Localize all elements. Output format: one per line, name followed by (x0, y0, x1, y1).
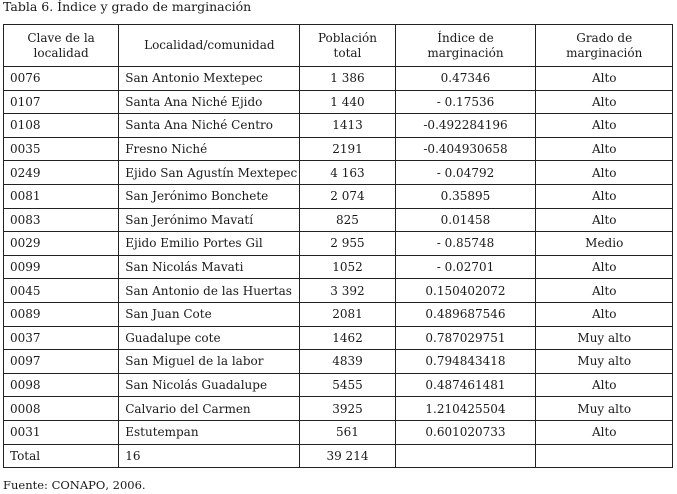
table-row (4, 67, 673, 91)
cell-grado: Medio (536, 232, 673, 256)
cell-localidad: Santa Ana Niché Centro (119, 114, 300, 138)
cell-localidad: San Nicolás Mavati (119, 255, 300, 279)
cell-poblacion: 2 955 (300, 232, 395, 256)
cell-grado: Alto (536, 161, 673, 185)
table-row (4, 373, 673, 397)
cell-grado: Alto (536, 67, 673, 91)
cell-localidad: Fresno Niché (119, 137, 300, 161)
cell-clave: 0249 (4, 161, 119, 185)
marginacion-table (3, 24, 673, 468)
cell-clave: 0031 (4, 420, 119, 444)
cell-grado: Alto (536, 184, 673, 208)
table-row (4, 326, 673, 350)
cell-indice: 1.210425504 (395, 397, 536, 421)
cell-indice: - 0.02701 (395, 255, 536, 279)
cell-clave: 0107 (4, 90, 119, 114)
cell-indice: 0.601020733 (395, 420, 536, 444)
cell-grado: Alto (536, 279, 673, 303)
table-row (4, 397, 673, 421)
table-row (4, 302, 673, 326)
cell-clave: 0097 (4, 350, 119, 374)
cell-indice: 0.787029751 (395, 326, 536, 350)
source-suffix: , 2006. (105, 478, 146, 492)
cell-localidad: San Jerónimo Bonchete (119, 184, 300, 208)
table-header-row (4, 25, 673, 67)
table-row (4, 232, 673, 256)
cell-localidad: San Antonio de las Huertas (119, 279, 300, 303)
cell-indice: - 0.17536 (395, 90, 536, 114)
header-indice: Índice de marginación (395, 25, 536, 67)
cell-poblacion: 1413 (300, 114, 395, 138)
cell-grado: Alto (536, 373, 673, 397)
cell-clave: 0029 (4, 232, 119, 256)
cell-grado: Alto (536, 208, 673, 232)
cell-clave: 0076 (4, 67, 119, 91)
cell-clave: 0045 (4, 279, 119, 303)
cell-grado: Alto (536, 420, 673, 444)
table-row (4, 90, 673, 114)
source-prefix: Fuente: (3, 478, 52, 492)
table-row (4, 255, 673, 279)
cell-grado: Muy alto (536, 326, 673, 350)
source-note (3, 478, 146, 492)
table-row (4, 208, 673, 232)
total-grado (536, 444, 673, 468)
cell-clave: 0108 (4, 114, 119, 138)
cell-indice: 0.35895 (395, 184, 536, 208)
cell-localidad: Ejido Emilio Portes Gil (119, 232, 300, 256)
header-grado: Grado de marginación (536, 25, 673, 67)
cell-indice: - 0.04792 (395, 161, 536, 185)
cell-grado: Alto (536, 137, 673, 161)
table-row (4, 161, 673, 185)
header-clave: Clave de la localidad (4, 25, 119, 67)
total-indice (395, 444, 536, 468)
cell-poblacion: 1 440 (300, 90, 395, 114)
cell-poblacion: 4 163 (300, 161, 395, 185)
cell-clave: 0098 (4, 373, 119, 397)
cell-localidad: Santa Ana Niché Ejido (119, 90, 300, 114)
cell-localidad: Estutempan (119, 420, 300, 444)
cell-grado: Alto (536, 114, 673, 138)
cell-poblacion: 3925 (300, 397, 395, 421)
cell-indice: 0.794843418 (395, 350, 536, 374)
total-label: Total (4, 444, 119, 468)
cell-poblacion: 5455 (300, 373, 395, 397)
header-poblacion: Población total (300, 25, 395, 67)
table-body (4, 67, 673, 445)
table-row (4, 350, 673, 374)
cell-grado: Alto (536, 302, 673, 326)
cell-indice: 0.487461481 (395, 373, 536, 397)
cell-poblacion: 825 (300, 208, 395, 232)
cell-localidad: San Antonio Mextepec (119, 67, 300, 91)
source-org: CONAPO (51, 478, 106, 492)
table-row (4, 279, 673, 303)
cell-localidad: San Jerónimo Mavatí (119, 208, 300, 232)
cell-localidad: San Miguel de la labor (119, 350, 300, 374)
cell-clave: 0083 (4, 208, 119, 232)
cell-localidad: Guadalupe cote (119, 326, 300, 350)
cell-grado: Muy alto (536, 397, 673, 421)
cell-poblacion: 1 386 (300, 67, 395, 91)
table-caption: Tabla 6. Índice y grado de marginación (3, 0, 252, 14)
cell-clave: 0099 (4, 255, 119, 279)
cell-clave: 0008 (4, 397, 119, 421)
cell-poblacion: 2191 (300, 137, 395, 161)
cell-indice: 0.150402072 (395, 279, 536, 303)
cell-clave: 0089 (4, 302, 119, 326)
table-row (4, 420, 673, 444)
table-row (4, 184, 673, 208)
cell-grado: Alto (536, 90, 673, 114)
cell-indice: -0.492284196 (395, 114, 536, 138)
cell-indice: 0.47346 (395, 67, 536, 91)
cell-clave: 0081 (4, 184, 119, 208)
cell-indice: 0.489687546 (395, 302, 536, 326)
cell-grado: Muy alto (536, 350, 673, 374)
total-poblacion: 39 214 (300, 444, 395, 468)
table-row (4, 114, 673, 138)
cell-grado: Alto (536, 255, 673, 279)
cell-poblacion: 2081 (300, 302, 395, 326)
cell-indice: -0.404930658 (395, 137, 536, 161)
cell-localidad: Calvario del Carmen (119, 397, 300, 421)
cell-poblacion: 2 074 (300, 184, 395, 208)
cell-clave: 0037 (4, 326, 119, 350)
cell-localidad: San Juan Cote (119, 302, 300, 326)
cell-indice: 0.01458 (395, 208, 536, 232)
cell-poblacion: 1462 (300, 326, 395, 350)
cell-poblacion: 4839 (300, 350, 395, 374)
cell-localidad: San Nicolás Guadalupe (119, 373, 300, 397)
cell-poblacion: 1052 (300, 255, 395, 279)
cell-poblacion: 3 392 (300, 279, 395, 303)
cell-indice: - 0.85748 (395, 232, 536, 256)
total-localidades: 16 (119, 444, 300, 468)
cell-localidad: Ejido San Agustín Mextepec (119, 161, 300, 185)
table-row (4, 137, 673, 161)
cell-clave: 0035 (4, 137, 119, 161)
header-localidad: Localidad/comunidad (119, 25, 300, 67)
table-total-row (4, 444, 673, 468)
cell-poblacion: 561 (300, 420, 395, 444)
